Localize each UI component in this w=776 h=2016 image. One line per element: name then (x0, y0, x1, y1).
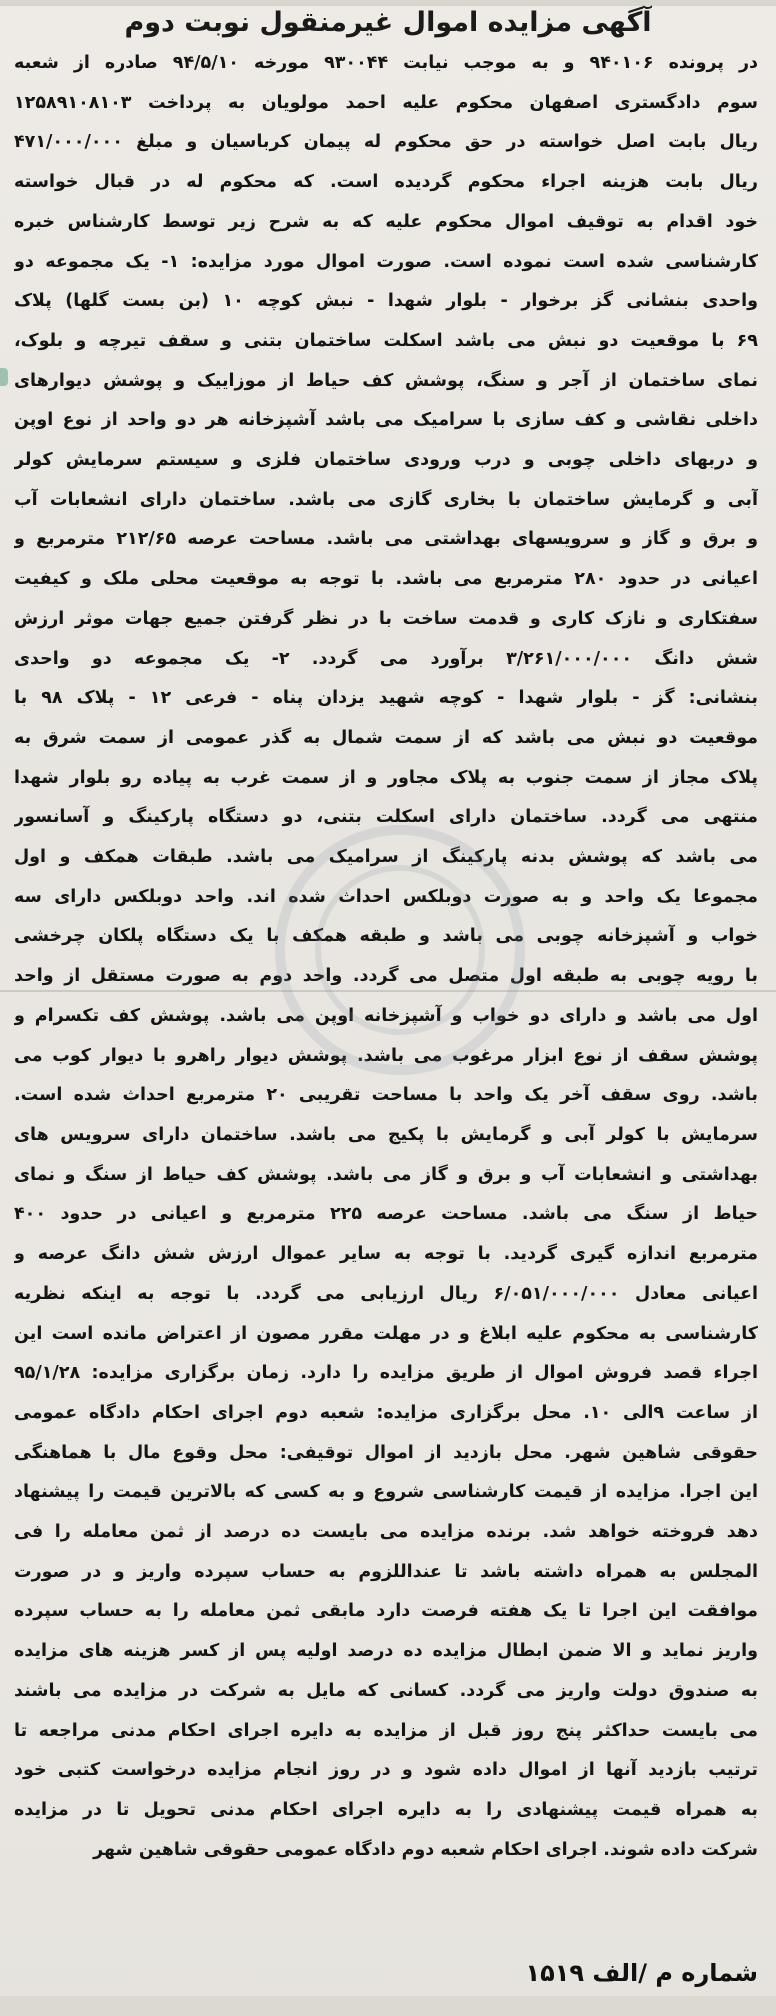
bottom-edge (0, 1996, 776, 2016)
notice-text-line: کارشناسی به محکوم علیه ابلاغ و در مهلت مقرر مصون از اعتراض مانده است این (14, 1323, 758, 1344)
notice-text-line: این اجرا. مزایده از قیمت کارشناسی شروع و به کسی که بالاترین قیمت را پیشنهاد (14, 1482, 758, 1503)
notice-text-line: آبی و گرمایش ساختمان با بخاری گازی می باشد. ساختمان دارای انشعابات آب (14, 489, 758, 510)
notice-text-line: سوم دادگستری اصفهان محکوم علیه احمد مولویان به پرداخت ۱۲۵۸۹۱۰۸۱۰۳ (14, 92, 758, 113)
notice-text-line: اجراء قصد فروش اموال از طریق مزایده را دارد. زمان برگزاری مزایده: ۹۵/۱/۲۸ (14, 1363, 758, 1384)
notice-text-line: به همراه قیمت پیشنهادی را به دایره اجرای احکام مدنی تحویل تا در مزایده (14, 1799, 758, 1820)
notice-text-line: پلاک مجاز از سمت جنوب به پلاک مجاور و از سمت غرب به پیاده رو بلوار شهدا (14, 767, 758, 788)
notice-title: آگهی مزایده اموال غیرمنقول نوبت دوم (124, 7, 652, 38)
notice-text-line: شش دانگ ۳/۲۶۱/۰۰۰/۰۰۰ برآورد می گردد. ۲- یک مجموعه دو واحدی (14, 648, 758, 669)
notice-text-line: شرکت داده شوند. اجرای احکام شعبه دوم دادگاه عمومی حقوقی شاهین شهر (93, 1839, 758, 1860)
notice-text-line: ۶۹ با موقعیت دو نبش می باشد اسکلت ساختمان بتنی و سقف تیرچه و بلوک، (14, 330, 758, 351)
notice-text-line: مجموعا یک واحد و به صورت دوبلکس احداث شده اند. واحد دوبلکس دارای سه (14, 886, 758, 907)
notice-text-line: خود اقدام به توقیف اموال محکوم علیه که به شرح زیر توسط کارشناس خبره (14, 211, 758, 232)
notice-text-line: دهد فروخته خواهد شد. برنده مزایده می بایست ده درصد از ثمن معامله را فی (14, 1522, 758, 1543)
notice-text-line: المجلس به همراه داشته باشد تا عنداللزوم به حساب سپرده واریز و در صورت (14, 1561, 758, 1582)
notice-text-line: در پرونده ۹۴۰۱۰۶ و به موجب نیابت ۹۳۰۰۴۴ مورخه ۹۴/۵/۱۰ صادره از شعبه (14, 53, 758, 73)
notice-number: شماره م /الف ۱۵۱۹ (525, 1959, 758, 1987)
notice-text-line: اول می باشد و دارای دو خواب و آشپزخانه اوپن می باشد. پوشش کف تکسرام و (14, 1005, 758, 1026)
notice-text-line: واریز نماید و الا ضمن ابطال مزایده ده درصد اولیه پس از کسر هزینه های مزایده (14, 1641, 758, 1662)
notice-text-line: نمای ساختمان از آجر و سنگ، پوشش کف حیاط از موزاییک و پوشش دیوارهای (14, 370, 758, 391)
notice-text-line: ریال بابت هزینه اجراء محکوم گردیده است. که محکوم له در قبال خواسته (14, 172, 758, 193)
notice-text-line: ترتیب بازدید آنها از اموال داده شود و در روز انجام مزایده درخواست کتبی خود (14, 1760, 758, 1781)
notice-text-line: داخلی نقاشی و کف سازی با سرامیک می باشد آشپزخانه هر دو واحد از نوع اوپن (14, 410, 758, 431)
notice-text-line: حقوقی شاهین شهر. محل بازدید از اموال توقیفی: محل وقوع مال با هماهنگی (14, 1442, 758, 1463)
notice-text-line: سفتکاری و نازک کاری و قدمت ساخت با در نظر گرفتن جمیع جهات موثر ارزش (14, 608, 758, 629)
notice-text-line: مترمربع اندازه گیری گردید. با توجه به سایر عموال ارزش شش دانگ عرصه و (14, 1244, 758, 1265)
notice-text-line: حیاط از سنگ می باشد. مساحت عرصه ۲۲۵ مترمربع و اعیانی در حدود ۴۰۰ (14, 1204, 758, 1225)
notice-text-line: و دربهای داخلی چوبی و درب ورودی ساختمان فلزی و سیستم سرمایش کولر (14, 450, 758, 471)
notice-text-line: با رویه چوبی به طبقه اول متصل می گردد. واحد دوم به صورت مستقل از واحد (14, 966, 758, 987)
edge-color-mark (0, 368, 8, 386)
notice-text-line: واحدی بنشانی گز برخوار - بلوار شهدا - نبش کوچه ۱۰ (بن بست گلها) پلاک (14, 291, 758, 312)
notice-text-line: به صندوق دولت واریز می گردد. کسانی که مایل به شرکت در مزایده می باشند (14, 1680, 758, 1701)
notice-text-line: ریال بابت اصل خواسته در حق محکوم له پیمان کرباسیان و مبلغ ۴۷۱/۰۰۰/۰۰۰ (14, 132, 758, 153)
notice-text-line: موقعیت دو نبش می باشد که از سمت شمال به گذر عمومی از سمت شرق به (14, 727, 758, 748)
notice-text-line: می بایست حداکثر پنج روز قبل از مزایده به دایره اجرای احکام مدنی مراجعه تا (14, 1720, 758, 1741)
notice-text-line: منتهی می گردد. ساختمان دارای اسکلت بتنی، دو دستگاه پارکینگ و آسانسور (14, 807, 758, 828)
notice-text-line: اعیانی در حدود ۲۸۰ مترمربع می باشد. با توجه به موقعیت محلی ملک و کیفیت (14, 569, 758, 590)
notice-text-line: و برق و گاز و سرویسهای بهداشتی می باشد. مساحت عرصه ۲۱۲/۶۵ مترمربع و (14, 529, 758, 550)
notice-text-line: بهداشتی و انشعابات آب و برق و گاز می باشد. پوشش کف حیاط از سنگ و نمای (14, 1164, 758, 1185)
notice-text-line: اعیانی معادل ۶/۰۵۱/۰۰۰/۰۰۰ ریال ارزیابی می گردد. با توجه به اینکه نظریه (14, 1283, 758, 1304)
notice-text-line: خواب و آشپزخانه چوبی می باشد و طبقه همکف با یک دستگاه پلکان چرخشی (14, 926, 758, 947)
notice-text-line: بنشانی: گز - بلوار شهدا - کوچه شهید یزدان پناه - فرعی ۱۲ - پلاک ۹۸ با (14, 688, 758, 709)
notice-text-line: کارشناسی شده است نموده است. صورت اموال مورد مزایده: ۱- یک مجموعه دو (14, 251, 758, 272)
notice-text-line: موافقت این اجرا تا یک هفته فرصت دارد مابقی ثمن معامله را به حساب سپرده (14, 1601, 758, 1622)
notice-text-line: باشد. روی سقف آخر یک واحد با مساحت تقریبی ۲۰ مترمربع احداث شده است. (14, 1085, 758, 1106)
notice-text-line: از ساعت ۹الی ۱۰. محل برگزاری مزایده: شعبه دوم اجرای احکام دادگاه عمومی (14, 1402, 758, 1423)
watermark-seal (250, 800, 550, 1100)
notice-text-line: می باشد که پوشش بدنه پارکینگ از سرامیک می باشد. طبقات همکف و اول (14, 847, 758, 868)
notice-text-line: پوشش سقف از نوع ابزار مرغوب می باشد. پوشش دیوار راهرو با دیوار کوب می (14, 1045, 758, 1066)
notice-text-line: سرمایش با کولر آبی و گرمایش با پکیج می باشد. ساختمان دارای سرویس های (14, 1124, 758, 1145)
